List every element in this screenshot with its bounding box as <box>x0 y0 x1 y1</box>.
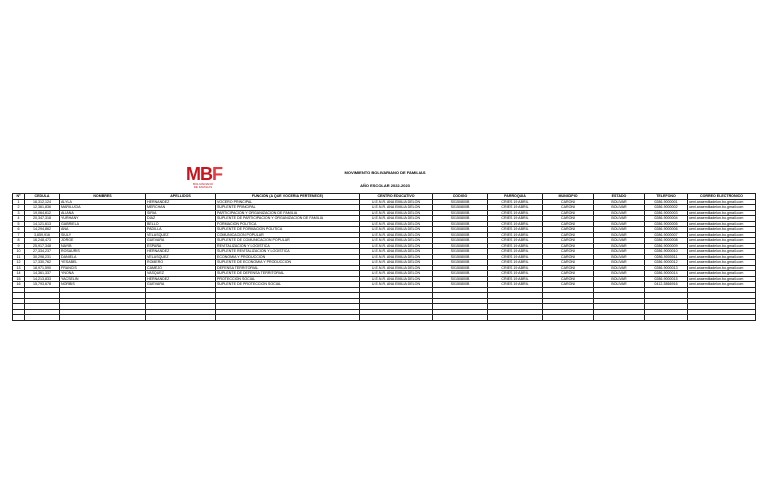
cell-cedula: 14,294,862 <box>25 227 60 233</box>
cell-municipio: CARONI <box>543 243 594 249</box>
cell-nombres: SIULY <box>60 232 146 238</box>
logo-letter-m: M <box>186 164 200 184</box>
cell-centro: U.E.N.R. ANA EMILIA DELON <box>360 227 433 233</box>
cell-apellidos: MERCHAN <box>146 205 216 211</box>
cell-funcion: SUPLENTE DE COMUNICACION POPULAR <box>216 238 360 244</box>
cell-estado: BOLIVAR <box>594 243 645 249</box>
cell-nombres: ANA <box>60 227 146 233</box>
cell-municipio: CARONI <box>543 199 594 205</box>
cell-estado: BOLIVAR <box>594 205 645 211</box>
cell-codigo: S0150800B <box>433 254 488 260</box>
cell-apellidos: VELASQUEZ <box>146 232 216 238</box>
cell-centro: U.E.N.R. ANA EMILIA DELON <box>360 265 433 271</box>
cell-estado: BOLIVAR <box>594 282 645 288</box>
cell-centro: U.E.N.R. ANA EMILIA DELON <box>360 243 433 249</box>
cell-funcion: REVITALIZACION Y LOGISTICA <box>216 243 360 249</box>
logo-letter-f: F <box>212 164 222 184</box>
cell-correo: ueni.anaemiliadelon.bo.gmail.com <box>688 282 756 288</box>
cell-municipio: CARONI <box>543 249 594 255</box>
cell-parroquia: CRIES 19 ABRIL <box>488 276 543 282</box>
cell-estado: BOLIVAR <box>594 232 645 238</box>
cell-nombres: ROSAURIS <box>60 249 146 255</box>
cell-apellidos: ROMERO <box>146 260 216 266</box>
empty-cell <box>488 315 543 321</box>
table-body <box>13 199 756 320</box>
cell-telefono: 0286-9000011 <box>645 254 688 260</box>
cell-funcion: PARTICIPACION Y ORGANIZACION DE FAMILIA <box>216 210 360 216</box>
cell-parroquia: CRIES 19 ABRIL <box>488 265 543 271</box>
cell-telefono: 0286-9000015 <box>645 276 688 282</box>
cell-cedula: 14,121,613 <box>25 221 60 227</box>
cell-parroquia: CRIES 19 ABRIL <box>488 254 543 260</box>
cell-funcion: SUPLENTE DE FORMACION POLITICA <box>216 227 360 233</box>
empty-cell <box>594 315 645 321</box>
cell-municipio: CARONI <box>543 271 594 277</box>
cell-num: 15 <box>13 276 25 282</box>
cell-parroquia: CRIES 19 ABRIL <box>488 238 543 244</box>
cell-num: 3 <box>13 210 25 216</box>
col-header-correo: CORREO ELECTRONICO <box>688 194 756 200</box>
cell-centro: U.E.N.R. ANA EMILIA DELON <box>360 271 433 277</box>
cell-municipio: CARONI <box>543 282 594 288</box>
cell-municipio: CARONI <box>543 260 594 266</box>
cell-num: 16 <box>13 282 25 288</box>
cell-num: 9 <box>13 243 25 249</box>
cell-nombres: NAYIB <box>60 243 146 249</box>
cell-codigo: S0150800B <box>433 232 488 238</box>
cell-apellidos: HERNANDEZ <box>146 199 216 205</box>
cell-centro: U.E.N.R. ANA EMILIA DELON <box>360 199 433 205</box>
cell-nombres: YURHANY <box>60 216 146 222</box>
cell-parroquia: CRIES 19 ABRIL <box>488 221 543 227</box>
cell-num: 7 <box>13 232 25 238</box>
cell-parroquia: CRIES 19 ABRIL <box>488 249 543 255</box>
cell-municipio: CARONI <box>543 210 594 216</box>
cell-telefono: 0412-5866916 <box>645 282 688 288</box>
cell-cedula: 12,361,836 <box>25 205 60 211</box>
col-header-funcion: FUNCIÓN (A QUE VOCERIA PERTENECE) <box>216 194 360 200</box>
cell-codigo: S0150800B <box>433 221 488 227</box>
empty-cell <box>25 315 60 321</box>
cell-estado: BOLIVAR <box>594 210 645 216</box>
cell-telefono: 0286-9000006 <box>645 227 688 233</box>
cell-apellidos: ESPAÑA <box>146 243 216 249</box>
cell-cedula: 30,298,231 <box>25 254 60 260</box>
mbf-logo <box>186 163 220 193</box>
empty-cell <box>146 315 216 321</box>
col-header-num: Nº <box>13 194 25 200</box>
cell-estado: BOLIVAR <box>594 276 645 282</box>
cell-codigo: S0150800B <box>433 216 488 222</box>
cell-funcion: DEFENSA TERRITORIAL <box>216 265 360 271</box>
cell-nombres: MARILUCIA <box>60 205 146 211</box>
cell-estado: BOLIVAR <box>594 249 645 255</box>
cell-centro: U.E.N.R. ANA EMILIA DELON <box>360 282 433 288</box>
cell-funcion: SUPLENTE DE PROTECCION SOCIAL <box>216 282 360 288</box>
cell-municipio: CARONI <box>543 276 594 282</box>
cell-correo: ueni.anaemiliadelon.bo.gmail.com <box>688 238 756 244</box>
cell-estado: BOLIVAR <box>594 216 645 222</box>
cell-num: 13 <box>13 265 25 271</box>
cell-centro: U.E.N.R. ANA EMILIA DELON <box>360 221 433 227</box>
cell-centro: U.E.N.R. ANA EMILIA DELON <box>360 260 433 266</box>
cell-parroquia: CRIES 19 ABRIL <box>488 205 543 211</box>
cell-centro: U.E.N.R. ANA EMILIA DELON <box>360 205 433 211</box>
cell-telefono: 0286-9000004 <box>645 216 688 222</box>
document-subtitle: AÑO ESCOLAR 2022-2023 <box>360 183 410 188</box>
col-header-estado: ESTADO <box>594 194 645 200</box>
cell-codigo: S0150800B <box>433 205 488 211</box>
cell-nombres: DANIELA <box>60 254 146 260</box>
cell-centro: U.E.N.R. ANA EMILIA DELON <box>360 238 433 244</box>
cell-cedula: 14,213,833 <box>25 276 60 282</box>
cell-parroquia: CRIES 19 ABRIL <box>488 210 543 216</box>
cell-correo: ueni.anaemiliadelon.bo.gmail.com <box>688 216 756 222</box>
cell-apellidos: HERNANDEZ <box>146 276 216 282</box>
cell-estado: BOLIVAR <box>594 254 645 260</box>
col-header-telefono: TELEFONO <box>645 194 688 200</box>
cell-funcion: ECONOMIA Y PRODUCCION <box>216 254 360 260</box>
empty-cell <box>13 315 25 321</box>
cell-apellidos: HERNANDEZ <box>146 249 216 255</box>
cell-codigo: S0150800B <box>433 243 488 249</box>
empty-cell <box>688 315 756 321</box>
cell-parroquia: CRIES 19 ABRIL <box>488 243 543 249</box>
empty-cell <box>60 315 146 321</box>
cell-codigo: S0150800B <box>433 238 488 244</box>
empty-cell <box>216 315 360 321</box>
cell-centro: U.E.N.R. ANA EMILIA DELON <box>360 276 433 282</box>
cell-codigo: S0150800B <box>433 282 488 288</box>
cell-funcion: SUPLENTE PRINCIPAL <box>216 205 360 211</box>
cell-codigo: S0150800B <box>433 249 488 255</box>
cell-estado: BOLIVAR <box>594 265 645 271</box>
cell-correo: ueni.anaemiliadelon.bo.gmail.com <box>688 243 756 249</box>
cell-estado: BOLIVAR <box>594 221 645 227</box>
empty-cell <box>645 315 688 321</box>
cell-cedula: 16,312,124 <box>25 199 60 205</box>
cell-municipio: CARONI <box>543 205 594 211</box>
cell-telefono: 0286-9000002 <box>645 205 688 211</box>
cell-cedula: 27,334,237 <box>25 249 60 255</box>
cell-nombres: NORBIS <box>60 282 146 288</box>
cell-cedula: 14,361,337 <box>25 271 60 277</box>
cell-parroquia: CRIES 19 ABRIL <box>488 199 543 205</box>
cell-correo: ueni.anaemiliadelon.bo.gmail.com <box>688 265 756 271</box>
cell-centro: U.E.N.R. ANA EMILIA DELON <box>360 249 433 255</box>
cell-municipio: CARONI <box>543 221 594 227</box>
cell-funcion: SUPLENTE DE PARTICIPACION Y ORGANIZACION DE FAMILIA <box>216 216 360 222</box>
cell-codigo: S0150800B <box>433 199 488 205</box>
cell-cedula: 16,248,473 <box>25 238 60 244</box>
cell-funcion: COMUNICACION POPULAR <box>216 232 360 238</box>
cell-codigo: S0150800B <box>433 271 488 277</box>
cell-correo: ueni.anaemiliadelon.bo.gmail.com <box>688 260 756 266</box>
cell-estado: BOLIVAR <box>594 238 645 244</box>
cell-cedula: 18,971,590 <box>25 265 60 271</box>
cell-num: 5 <box>13 221 25 227</box>
cell-telefono: 0286-9000001 <box>645 199 688 205</box>
cell-municipio: CARONI <box>543 254 594 260</box>
cell-telefono: 0286-9000005 <box>645 221 688 227</box>
cell-cedula: 3,659,916 <box>25 232 60 238</box>
col-header-centro: CENTRO EDUCATIVO <box>360 194 433 200</box>
cell-municipio: CARONI <box>543 227 594 233</box>
cell-apellidos: GUEVARA <box>146 238 216 244</box>
cell-num: 4 <box>13 216 25 222</box>
cell-codigo: S0150800B <box>433 265 488 271</box>
col-header-codigo: CODIGO <box>433 194 488 200</box>
cell-num: 1 <box>13 199 25 205</box>
cell-parroquia: CRIES 19 ABRIL <box>488 216 543 222</box>
cell-funcion: PROTECCION SOCIAL <box>216 276 360 282</box>
empty-cell <box>360 315 433 321</box>
cell-apellidos: SIRIA <box>146 210 216 216</box>
cell-apellidos: PADILLA <box>146 227 216 233</box>
cell-municipio: CARONI <box>543 216 594 222</box>
col-header-parroquia: PARROQUIA <box>488 194 543 200</box>
cell-centro: U.E.N.R. ANA EMILIA DELON <box>360 210 433 216</box>
cell-centro: U.E.N.R. ANA EMILIA DELON <box>360 232 433 238</box>
cell-funcion: SUPLENTE REVITALIZACION Y LOGISTICA <box>216 249 360 255</box>
cell-correo: ueni.anaemiliadelon.bo.gmail.com <box>688 199 756 205</box>
cell-parroquia: CRIES 19 ABRIL <box>488 260 543 266</box>
cell-correo: ueni.anaemiliadelon.bo.gmail.com <box>688 227 756 233</box>
cell-estado: BOLIVAR <box>594 271 645 277</box>
cell-correo: ueni.anaemiliadelon.bo.gmail.com <box>688 232 756 238</box>
cell-telefono: 0286-9000012 <box>645 260 688 266</box>
cell-parroquia: CRIES 19 ABRIL <box>488 271 543 277</box>
cell-telefono: 0286-9000009 <box>645 243 688 249</box>
cell-parroquia: CRIES 19 ABRIL <box>488 232 543 238</box>
cell-correo: ueni.anaemiliadelon.bo.gmail.com <box>688 276 756 282</box>
cell-telefono: 0286-9000007 <box>645 232 688 238</box>
cell-num: 10 <box>13 249 25 255</box>
cell-correo: ueni.anaemiliadelon.bo.gmail.com <box>688 249 756 255</box>
cell-cedula: 17,330,762 <box>25 260 60 266</box>
cell-cedula: 25,917,348 <box>25 243 60 249</box>
cell-correo: ueni.anaemiliadelon.bo.gmail.com <box>688 254 756 260</box>
cell-apellidos: GUEVARA <box>146 282 216 288</box>
cell-centro: U.E.N.R. ANA EMILIA DELON <box>360 216 433 222</box>
cell-estado: BOLIVAR <box>594 199 645 205</box>
cell-telefono: 0286-9000013 <box>645 265 688 271</box>
col-header-nombres: NOMBRES <box>60 194 146 200</box>
cell-apellidos: VELASQUEZ <box>146 254 216 260</box>
cell-funcion: SUPLENTE DE DEFENSA TERRITORIAL <box>216 271 360 277</box>
cell-correo: ueni.anaemiliadelon.bo.gmail.com <box>688 271 756 277</box>
cell-correo: ueni.anaemiliadelon.bo.gmail.com <box>688 210 756 216</box>
cell-telefono: 0286-9000010 <box>645 249 688 255</box>
cell-correo: ueni.anaemiliadelon.bo.gmail.com <box>688 221 756 227</box>
cell-telefono: 0286-9000008 <box>645 238 688 244</box>
cell-apellidos: DIAZ <box>146 216 216 222</box>
logo-letter-b: B <box>200 164 212 184</box>
cell-apellidos: BELLO <box>146 221 216 227</box>
cell-nombres: JORGE <box>60 238 146 244</box>
cell-nombres: FRANCIS <box>60 265 146 271</box>
cell-apellidos: VASQUEZ <box>146 271 216 277</box>
cell-parroquia: CRIES 19 ABRIL <box>488 282 543 288</box>
logo-tagline-1: BOLIVARIANO <box>192 182 214 186</box>
col-header-municipio: MUNICIPIO <box>543 194 594 200</box>
cell-nombres: GABRIELA <box>60 221 146 227</box>
cell-num: 2 <box>13 205 25 211</box>
cell-municipio: CARONI <box>543 232 594 238</box>
cell-num: 6 <box>13 227 25 233</box>
logo-tagline-2: DE FAMILIAS <box>193 185 213 190</box>
cell-nombres: ALYLA <box>60 199 146 205</box>
cell-funcion: VOCERO PRINCIPAL <box>216 199 360 205</box>
cell-codigo: S0150800B <box>433 276 488 282</box>
col-header-apellidos: APELLIDOS <box>146 194 216 200</box>
cell-correo: ueni.anaemiliadelon.bo.gmail.com <box>688 205 756 211</box>
cell-funcion: FORMACION POLITICA <box>216 221 360 227</box>
cell-telefono: 0286-9000003 <box>645 210 688 216</box>
cell-estado: BOLIVAR <box>594 227 645 233</box>
cell-funcion: SUPLENTE DE ECONOMIA Y PRODUCCION <box>216 260 360 266</box>
cell-nombres: YNONA <box>60 271 146 277</box>
cell-municipio: CARONI <box>543 265 594 271</box>
cell-estado: BOLIVAR <box>594 260 645 266</box>
empty-table-row <box>13 315 756 321</box>
cell-nombres: YACSELIN <box>60 276 146 282</box>
roster-table <box>12 193 756 321</box>
document-title: MOVIMIENTO BOLIVARIANO DE FAMILIAS <box>344 170 426 175</box>
cell-cedula: 20,347,318 <box>25 216 60 222</box>
cell-codigo: S0150800B <box>433 210 488 216</box>
cell-num: 12 <box>13 260 25 266</box>
cell-centro: U.E.N.R. ANA EMILIA DELON <box>360 254 433 260</box>
cell-municipio: CARONI <box>543 238 594 244</box>
cell-nombres: YESABEL <box>60 260 146 266</box>
cell-parroquia: CRIES 19 ABRIL <box>488 227 543 233</box>
empty-cell <box>543 315 594 321</box>
cell-num: 14 <box>13 271 25 277</box>
cell-num: 8 <box>13 238 25 244</box>
empty-cell <box>433 315 488 321</box>
cell-cedula: 19,064,612 <box>25 210 60 216</box>
cell-cedula: 15,793,678 <box>25 282 60 288</box>
cell-codigo: S0150800B <box>433 227 488 233</box>
cell-num: 11 <box>13 254 25 260</box>
cell-telefono: 0286-9000014 <box>645 271 688 277</box>
cell-apellidos: CAMEJO <box>146 265 216 271</box>
cell-nombres: ALIANA <box>60 210 146 216</box>
cell-codigo: S0150800B <box>433 260 488 266</box>
col-header-cedula: CEDULA <box>25 194 60 200</box>
logo-mark <box>186 163 220 183</box>
